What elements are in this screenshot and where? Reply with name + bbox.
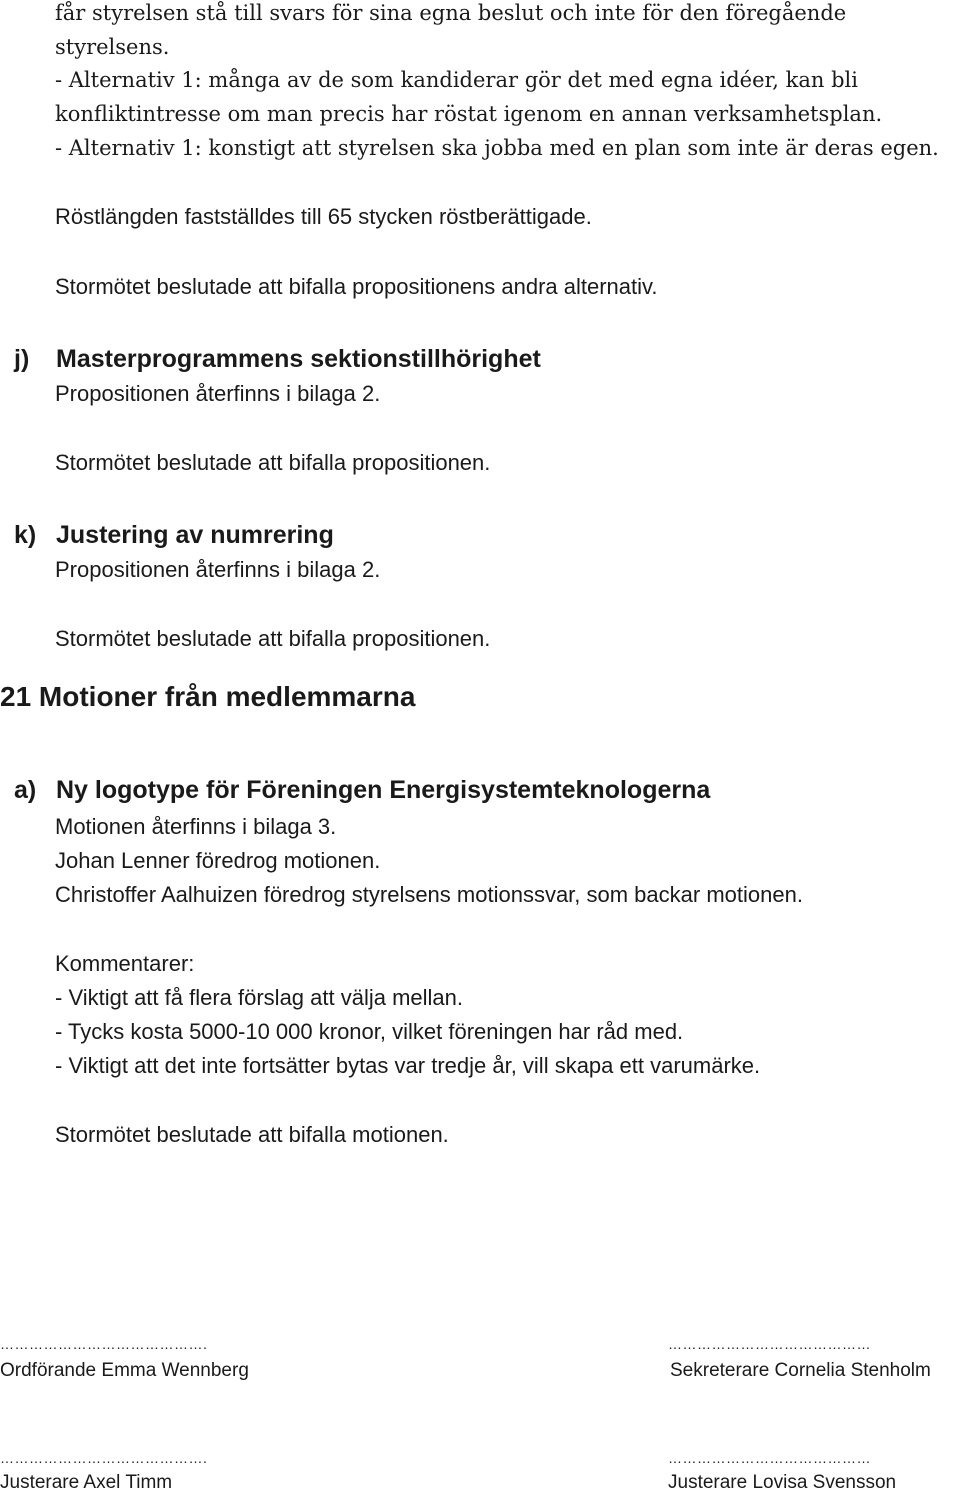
intro-line-5: - Alternativ 1: konstigt att styrelsen ska jobba med en plan som inte är deras egen. bbox=[55, 136, 939, 160]
comments-label: Kommentarer: bbox=[55, 951, 195, 976]
signature-line-adjuster-1: ……………………………………. bbox=[0, 1450, 208, 1466]
item-j-title: Masterprogrammens sektionstillhörighet bbox=[56, 345, 541, 373]
item-a-label: a) bbox=[14, 776, 37, 804]
item-k-reference: Propositionen återfinns i bilaga 2. bbox=[55, 557, 381, 582]
signature-line-adjuster-2: …………………………………… bbox=[668, 1450, 871, 1466]
item-j-heading bbox=[14, 342, 541, 376]
item-j-label: j) bbox=[14, 345, 30, 373]
signature-line-chair: ……………………………………. bbox=[0, 1336, 208, 1352]
item-k-label: k) bbox=[14, 521, 37, 549]
item-a-reference: Motionen återfinns i bilaga 3. bbox=[55, 814, 337, 839]
item-k-heading bbox=[14, 518, 334, 552]
item-a-board-answer: Christoffer Aalhuizen föredrog styrelsens motionssvar, som backar motionen. bbox=[55, 882, 803, 907]
item-a-decision: Stormötet beslutade att bifalla motionen. bbox=[55, 1122, 449, 1147]
item-k-decision: Stormötet beslutade att bifalla propositionen. bbox=[55, 626, 491, 651]
intro-line-1: får styrelsen stå till svars för sina egna beslut och inte för den föregående bbox=[55, 1, 847, 25]
intro-line-3: - Alternativ 1: många av de som kandiderar gör det med egna idéer, kan bli bbox=[55, 68, 858, 92]
item-j-reference: Propositionen återfinns i bilaga 2. bbox=[55, 381, 381, 406]
item-j-decision: Stormötet beslutade att bifalla propositionen. bbox=[55, 450, 491, 475]
section-21-title: 21 Motioner från medlemmarna bbox=[0, 681, 416, 712]
item-k-title: Justering av numrering bbox=[56, 521, 334, 549]
item-a-heading bbox=[14, 773, 710, 807]
vote-count-text: Röstlängden fastställdes till 65 stycken röstberättigade. bbox=[55, 204, 592, 229]
decision-alternative-text: Stormötet beslutade att bifalla propositionens andra alternativ. bbox=[55, 274, 658, 299]
item-a-presenter: Johan Lenner föredrog motionen. bbox=[55, 848, 381, 873]
signature-line-secretary: …………………………………… bbox=[668, 1336, 871, 1352]
signature-adjuster-1: Justerare Axel Timm bbox=[0, 1472, 173, 1493]
comment-item: - Tycks kosta 5000-10 000 kronor, vilket föreningen har råd med. bbox=[55, 1019, 684, 1044]
comment-item: - Viktigt att det inte fortsätter bytas var tredje år, vill skapa ett varumärke. bbox=[55, 1053, 761, 1078]
item-a-title: Ny logotype för Föreningen Energisystemteknologerna bbox=[56, 776, 711, 804]
signature-chair: Ordförande Emma Wennberg bbox=[0, 1360, 249, 1381]
signature-secretary: Sekreterare Cornelia Stenholm bbox=[670, 1360, 931, 1381]
comment-item: - Viktigt att få flera förslag att välja mellan. bbox=[55, 985, 463, 1010]
intro-line-2: styrelsens. bbox=[55, 35, 170, 59]
signature-adjuster-2: Justerare Lovisa Svensson bbox=[668, 1472, 897, 1493]
intro-line-4: konfliktintresse om man precis har röstat igenom en annan verksamhetsplan. bbox=[55, 102, 883, 126]
